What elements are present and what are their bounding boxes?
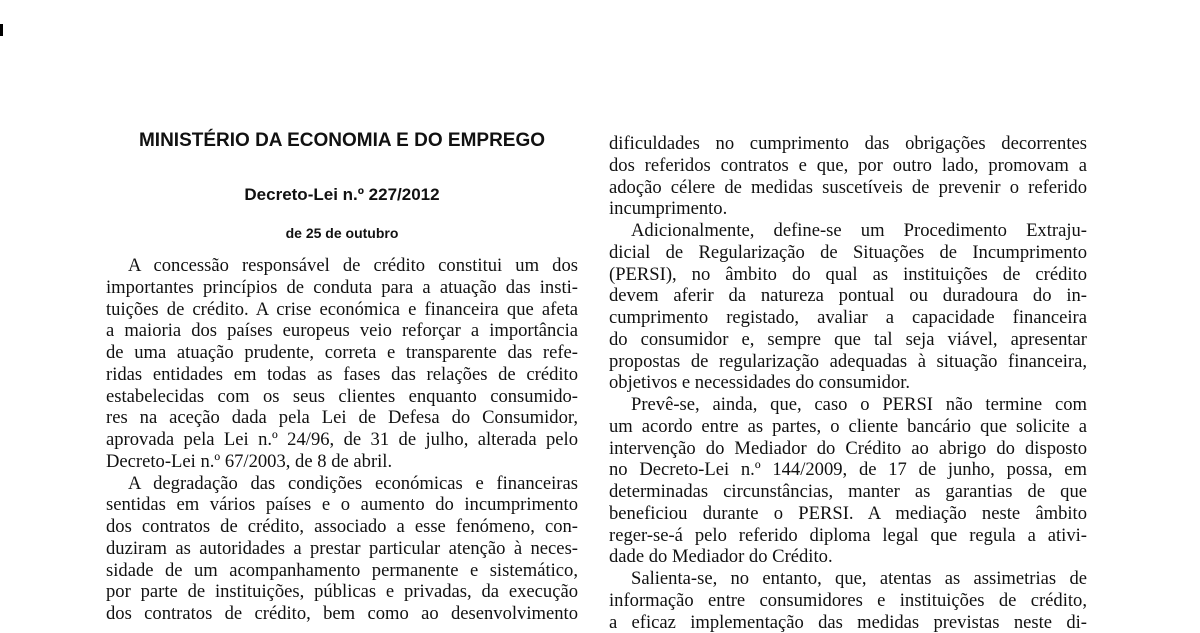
- text-line: incumprimento.: [609, 198, 1087, 220]
- text-line: dificuldades no cumprimento das obrigações decorrentes: [609, 133, 1087, 155]
- text-line: importantes princípios de conduta para a atuação das insti-: [106, 277, 578, 299]
- text-line: estabelecidas com os seus clientes enquanto consumido-: [106, 386, 578, 408]
- text-line: objetivos e necessidades do consumidor.: [609, 372, 1087, 394]
- text-line: do consumidor e, sempre que tal seja viável, apresentar: [609, 329, 1087, 351]
- right-text-column: [609, 133, 1087, 633]
- text-line: res na aceção dada pela Lei de Defesa do Consumidor,: [106, 407, 578, 429]
- text-line: Decreto-Lei n.º 67/2003, de 8 de abril.: [106, 451, 578, 473]
- text-line: ridas entidades em todas as fases das relações de crédito: [106, 364, 578, 386]
- text-line: cumprimento registado, avaliar a capacidade financeira: [609, 307, 1087, 329]
- paragraph: [106, 473, 578, 625]
- text-line: (PERSI), no âmbito do qual as instituições de crédito: [609, 264, 1087, 286]
- text-line: duziram as autoridades a prestar particular atenção à neces-: [106, 538, 578, 560]
- text-line: tuições de crédito. A crise económica e financeira que afeta: [106, 299, 578, 321]
- text-line: Prevê-se, ainda, que, caso o PERSI não termine com: [609, 394, 1087, 416]
- text-line: por parte de instituições, públicas e privadas, da execução: [106, 581, 578, 603]
- text-line: adoção célere de medidas suscetíveis de prevenir o referido: [609, 177, 1087, 199]
- paragraph: [609, 394, 1087, 568]
- text-line: devem aferir da natureza pontual ou duradoura do in-: [609, 285, 1087, 307]
- text-line: dos contratos de crédito, bem como ao desenvolvimento: [106, 603, 578, 625]
- text-line: um acordo entre as partes, o cliente bancário que solicite a: [609, 416, 1087, 438]
- text-line: no Decreto-Lei n.º 144/2009, de 17 de junho, possa, em: [609, 459, 1087, 481]
- text-line: Adicionalmente, define-se um Procedimento Extraju-: [609, 220, 1087, 242]
- text-line: beneficiou durante o PERSI. A mediação neste âmbito: [609, 503, 1087, 525]
- ministry-heading: MINISTÉRIO DA ECONOMIA E DO EMPREGO: [106, 130, 578, 152]
- text-line: informação entre consumidores e instituições de crédito,: [609, 590, 1087, 612]
- text-line: intervenção do Mediador do Crédito ao abrigo do disposto: [609, 438, 1087, 460]
- text-line: sidade de um acompanhamento permanente e sistemático,: [106, 560, 578, 582]
- paragraph: [609, 133, 1087, 220]
- text-line: reger-se-á pelo referido diploma legal que regula a ativi-: [609, 525, 1087, 547]
- text-line: determinadas circunstâncias, manter as garantias de que: [609, 481, 1087, 503]
- text-line: propostas de regularização adequadas à situação financeira,: [609, 351, 1087, 373]
- left-text-column: [106, 255, 578, 625]
- text-line: dos contratos de crédito, associado a esse fenómeno, con-: [106, 516, 578, 538]
- text-line: aprovada pela Lei n.º 24/96, de 31 de julho, alterada pelo: [106, 429, 578, 451]
- text-line: dade do Mediador do Crédito.: [609, 546, 1087, 568]
- decree-date: de 25 de outubro: [106, 225, 578, 241]
- text-line: dos referidos contratos e que, por outro lado, promovam a: [609, 155, 1087, 177]
- paragraph: [609, 220, 1087, 394]
- decree-title: Decreto-Lei n.º 227/2012: [106, 185, 578, 205]
- paragraph: [106, 255, 578, 473]
- paragraph: [609, 568, 1087, 633]
- text-line: A concessão responsável de crédito constitui um dos: [106, 255, 578, 277]
- text-line: dicial de Regularização de Situações de Incumprimento: [609, 242, 1087, 264]
- text-line: a eficaz implementação das medidas previstas neste di-: [609, 612, 1087, 633]
- text-line: de uma atuação prudente, correta e transparente das refe-: [106, 342, 578, 364]
- text-line: A degradação das condições económicas e financeiras: [106, 473, 578, 495]
- page-edge-mark: [0, 24, 3, 36]
- text-line: sentidas em vários países e o aumento do incumprimento: [106, 494, 578, 516]
- text-line: a maioria dos países europeus veio reforçar a importância: [106, 320, 578, 342]
- text-line: Salienta-se, no entanto, que, atentas as assimetrias de: [609, 568, 1087, 590]
